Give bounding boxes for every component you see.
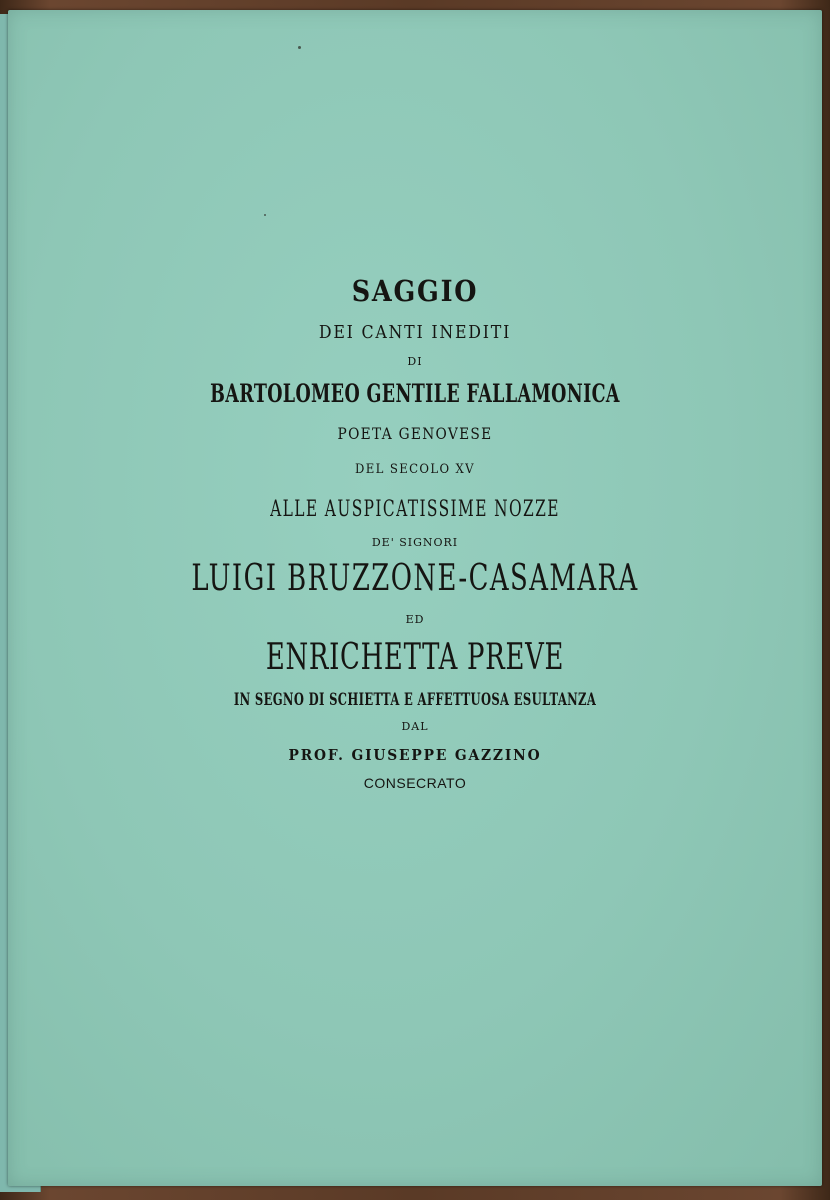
title: SAGGIO bbox=[351, 274, 479, 308]
paper-speck bbox=[298, 46, 301, 49]
connector-di: DI bbox=[407, 355, 423, 368]
dedicator-name: PROF. GIUSEPPE GAZZINO bbox=[288, 746, 542, 764]
dedication-line: IN SEGNO DI SCHIETTA E AFFETTUOSA ESULTANZA bbox=[233, 690, 597, 710]
pamphlet-cover bbox=[8, 10, 822, 1186]
groom-name: LUIGI BRUZZONE-CASAMARA bbox=[191, 558, 639, 599]
poet-descriptor: POETA GENOVESE bbox=[337, 424, 493, 443]
connector-dal: DAL bbox=[401, 720, 429, 733]
conjunction-ed: ED bbox=[405, 613, 425, 626]
signori-line: DE' SIGNORI bbox=[371, 536, 459, 549]
author-name: BARTOLOMEO GENTILE FALLAMONICA bbox=[210, 379, 620, 408]
bride-name: ENRICHETTA PREVE bbox=[265, 637, 565, 678]
occasion-line: ALLE AUSPICATISSIME NOZZE bbox=[270, 497, 560, 522]
closing-word: CONSECRATO bbox=[363, 775, 467, 791]
century-line: DEL SECOLO XV bbox=[355, 462, 475, 477]
subtitle: DEI CANTI INEDITI bbox=[318, 322, 512, 343]
paper-speck bbox=[264, 214, 266, 216]
